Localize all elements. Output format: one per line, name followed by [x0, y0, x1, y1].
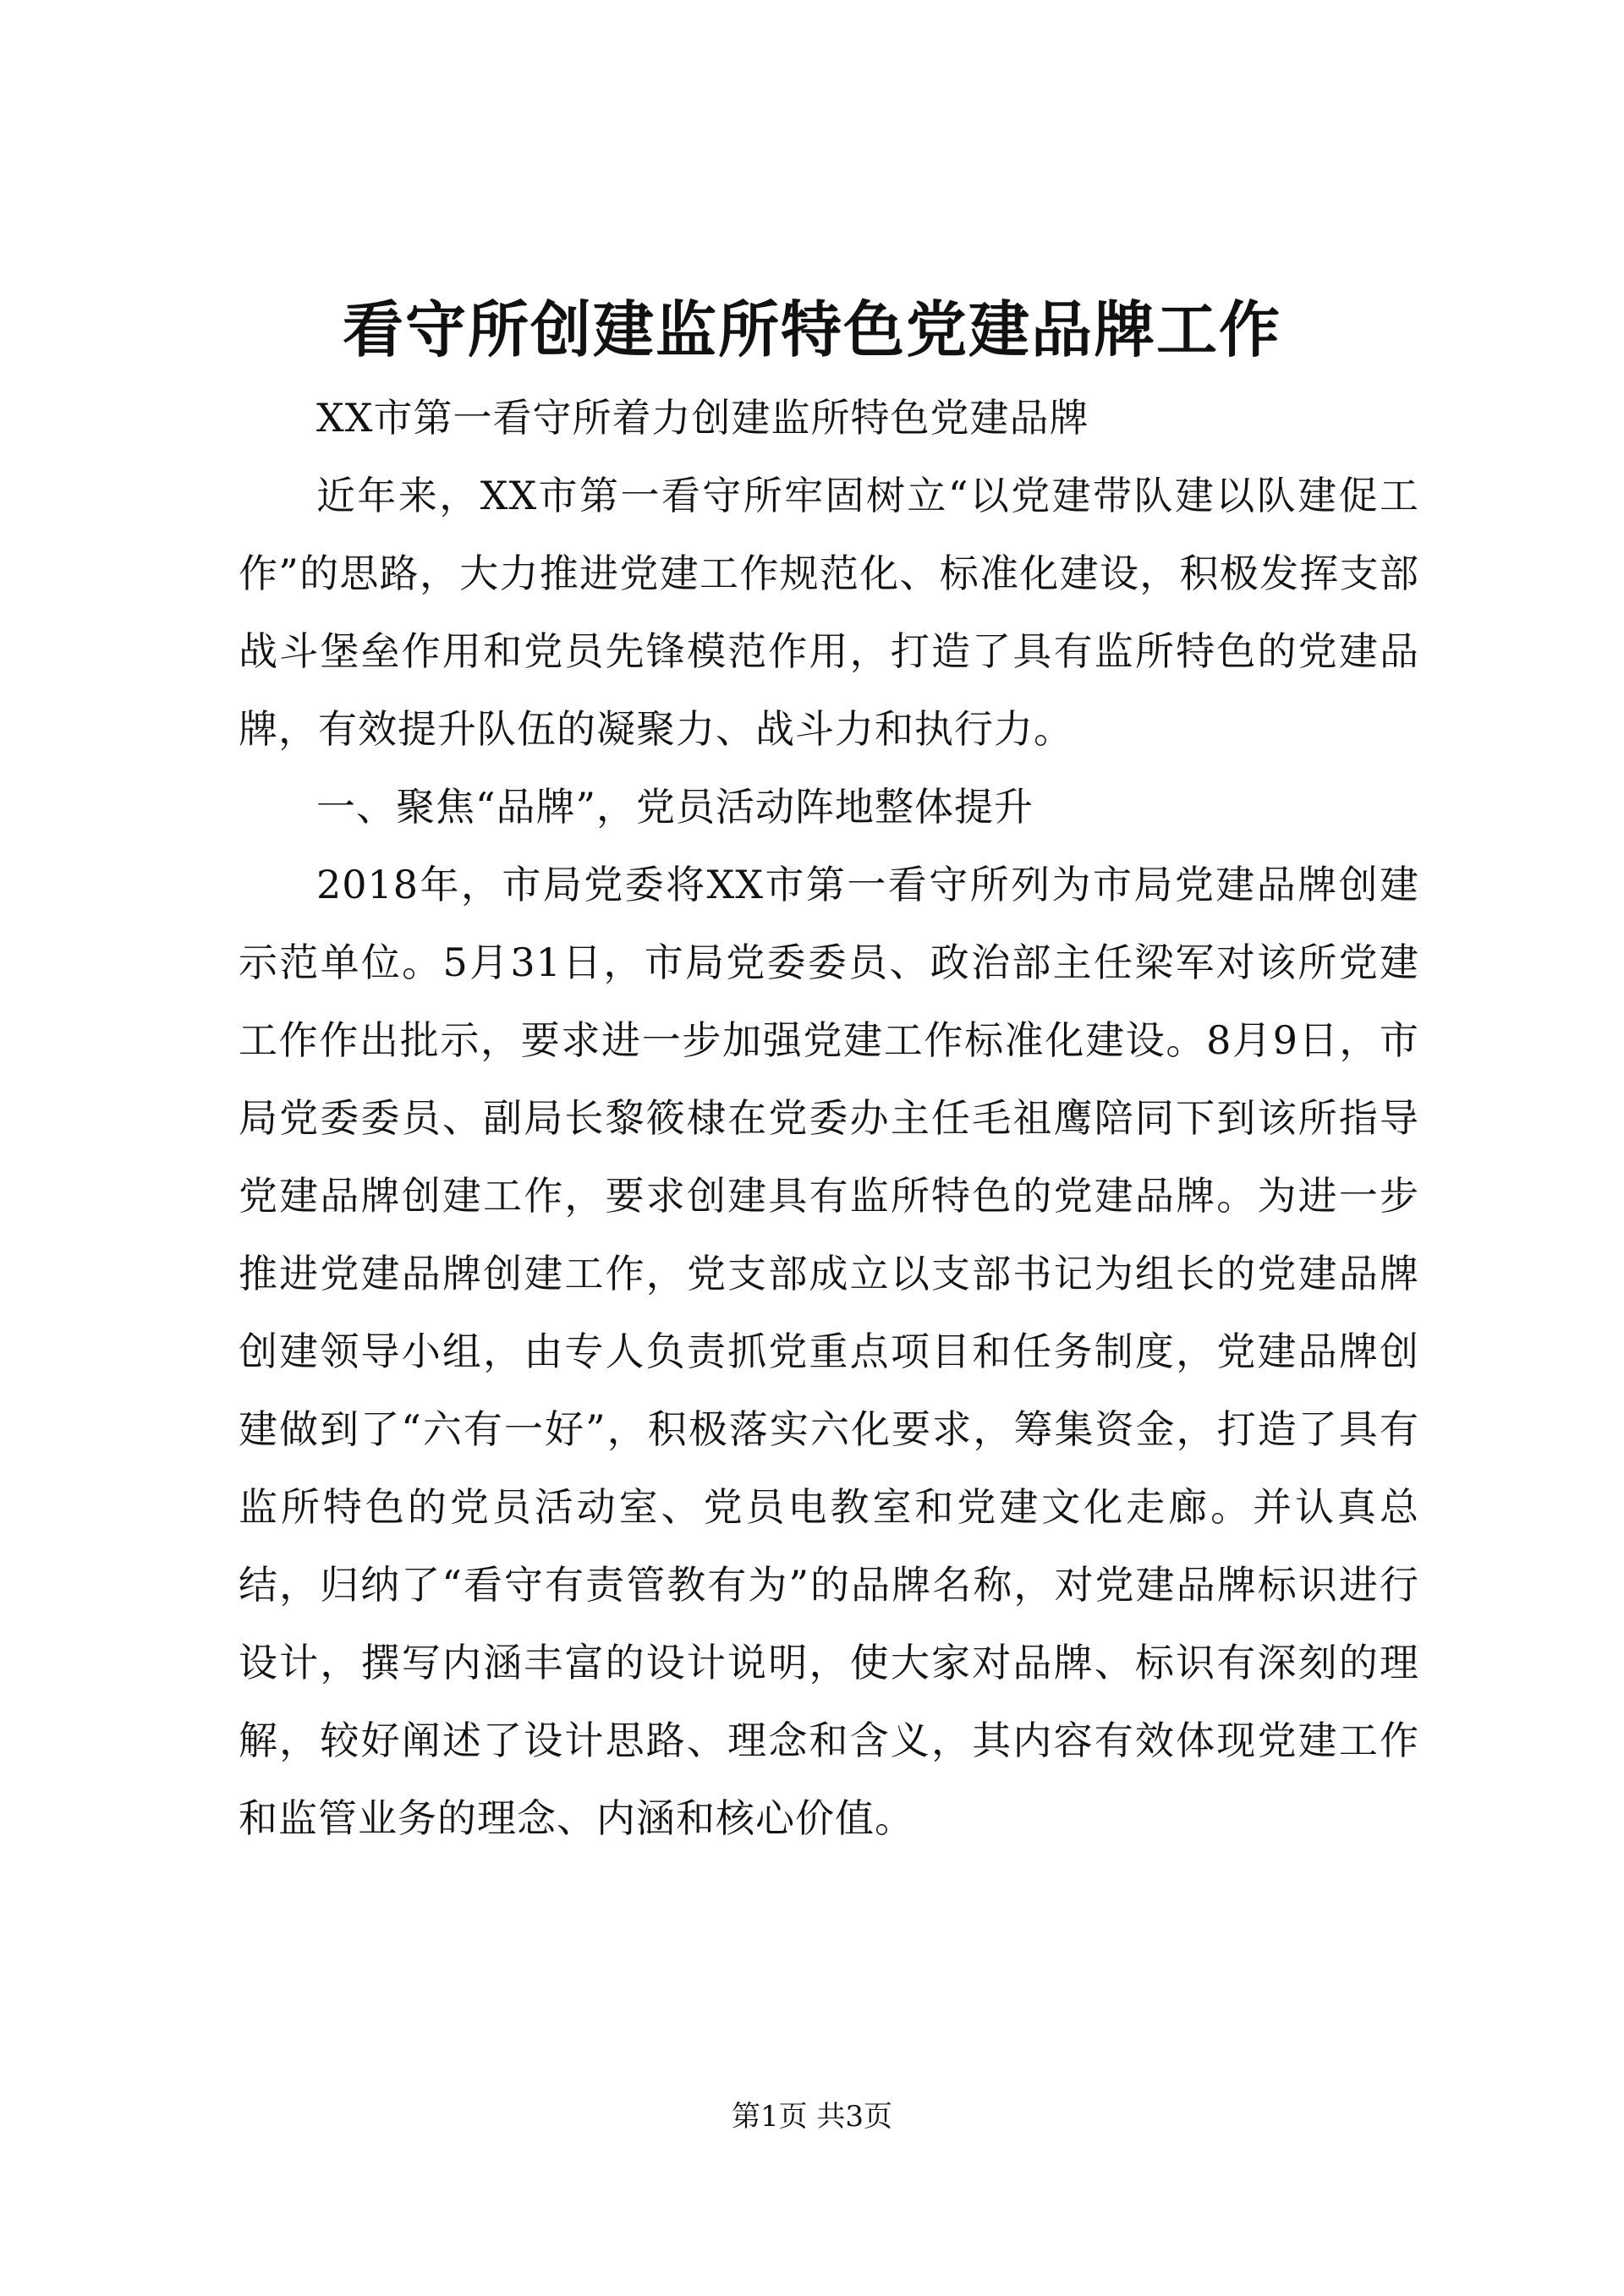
page-number-footer: 第1页 共3页: [731, 2100, 893, 2134]
paragraph-subtitle: XX市第一看守所着力创建监所特色党建品牌: [316, 395, 1089, 441]
document-body: [239, 379, 1419, 1857]
document-title: 看守所创建监所特色党建品牌工作: [342, 293, 1281, 365]
paragraph-intro: 近年来，XX市第一看守所牢固树立“以党建带队建以队建促工作”的思路，大力推进党建工作规范化、标准化建设，积极发挥支部战斗堡垒作用和党员先锋模范作用，打造了具有监所特色的党建品牌，有效提升队伍的凝聚力、战斗力和执行力。: [239, 473, 1419, 752]
paragraph-body: 2018年，市局党委将XX市第一看守所列为市局党建品牌创建示范单位。5月31日，市局党委委员、政治部主任梁军对该所党建工作作出批示，要求进一步加强党建工作标准化建设。8月9日，市局党委委员、副局长黎筱棣在党委办主任毛祖鹰陪同下到该所指导党建品牌创建工作，要求创建具有监所特色的党建品牌。为进一步推进党建品牌创建工作，党支部成立以支部书记为组长的党建品牌创建领导小组，由专人负责抓党重点项目和任务制度，党建品牌创建做到了“六有一好”，积极落实六化要求，筹集资金，打造了具有监所特色的党员活动室、党员电教室和党建文化走廊。并认真总结，归纳了“看守有责管教有为”的品牌名称，对党建品牌标识进行设计，撰写内涵丰富的设计说明，使大家对品牌、标识有深刻的理解，较好阐述了设计思路、理念和含义，其内容有效体现党建工作和监管业务的理念、内涵和核心价值。: [239, 862, 1419, 1841]
section-heading: 一、聚焦“品牌”，党员活动阵地整体提升: [316, 784, 1034, 830]
